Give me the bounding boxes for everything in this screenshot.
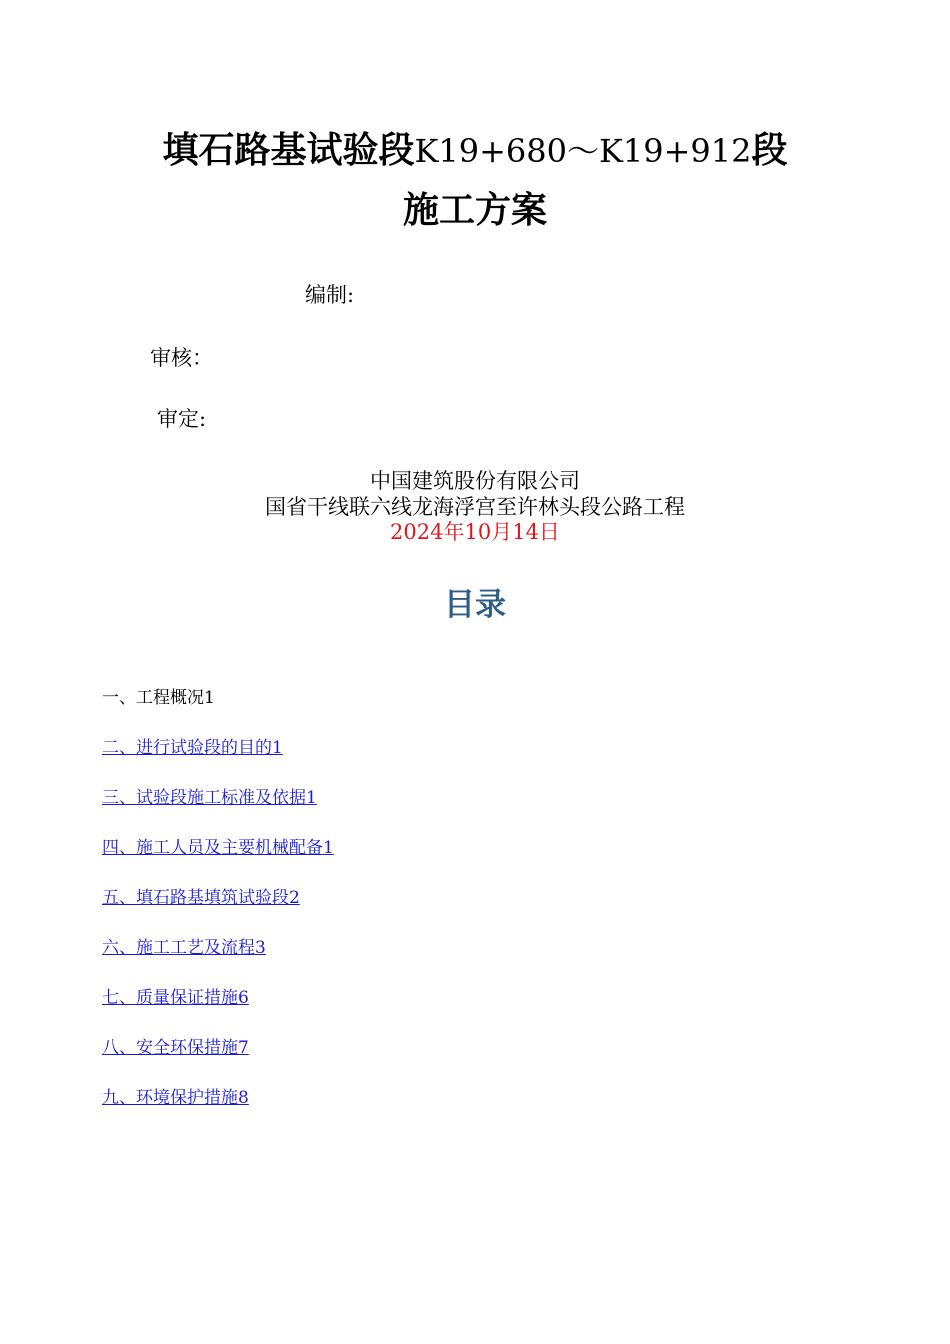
document-date: 2024年10月14日 xyxy=(390,520,560,544)
toc-item-label: 四、施工人员及主要机械配备 xyxy=(102,838,323,858)
approved-by-label: 审定: xyxy=(157,407,207,431)
toc-item-label: 三、试验段施工标准及依据 xyxy=(102,788,306,808)
toc-item-page: 1 xyxy=(323,838,334,858)
toc-item-page: 7 xyxy=(238,1038,249,1058)
toc-link[interactable] xyxy=(102,938,266,958)
title-suffix: 段 xyxy=(751,130,788,171)
toc-item-label: 二、进行试验段的目的 xyxy=(102,738,272,758)
toc-item-page: 8 xyxy=(238,1088,249,1108)
toc-item-page: 3 xyxy=(255,938,266,958)
toc-item-label: 五、填石路基填筑试验段 xyxy=(102,888,289,908)
toc-item xyxy=(102,986,334,1036)
toc-item-label: 八、安全环保措施 xyxy=(102,1038,238,1058)
project-name: 国省干线联六线龙海浮宫至许林头段公路工程 xyxy=(265,495,685,519)
document-title-line1 xyxy=(0,128,950,174)
toc-item-page: 1 xyxy=(306,788,317,808)
toc-item xyxy=(102,936,334,986)
toc-item-page: 2 xyxy=(289,888,300,908)
toc-item-page: 6 xyxy=(238,988,249,1008)
document-title-line2: 施工方案 xyxy=(402,190,547,231)
toc-item-label: 七、质量保证措施 xyxy=(102,988,238,1008)
table-of-contents xyxy=(102,686,334,1136)
toc-link[interactable] xyxy=(102,1038,249,1058)
toc-item-label: 六、施工工艺及流程 xyxy=(102,938,255,958)
toc-item xyxy=(102,1036,334,1086)
toc-link[interactable] xyxy=(102,738,283,758)
toc-link[interactable] xyxy=(102,988,249,1008)
toc-item-page: 1 xyxy=(204,688,215,708)
toc-item xyxy=(102,1086,334,1136)
company-name: 中国建筑股份有限公司 xyxy=(370,469,580,493)
toc-item-label: 一、工程概况 xyxy=(102,688,204,708)
toc-item-page: 1 xyxy=(272,738,283,758)
toc-link[interactable] xyxy=(102,1088,249,1108)
toc-item-label: 九、环境保护措施 xyxy=(102,1088,238,1108)
reviewed-by-label: 审核： xyxy=(150,346,213,370)
toc-item xyxy=(102,886,334,936)
toc-item xyxy=(102,836,334,886)
title-station-range: K19+680～K19+912 xyxy=(414,132,752,170)
toc-link[interactable] xyxy=(102,888,300,908)
toc-item xyxy=(102,786,334,836)
toc-item xyxy=(102,686,334,736)
compiled-by-label: 编制: xyxy=(305,283,355,307)
title-chinese-part: 填石路基试验段 xyxy=(162,130,415,171)
toc-item xyxy=(102,736,334,786)
toc-link[interactable] xyxy=(102,838,334,858)
toc-link[interactable] xyxy=(102,788,317,808)
toc-title: 目录 xyxy=(444,587,506,623)
